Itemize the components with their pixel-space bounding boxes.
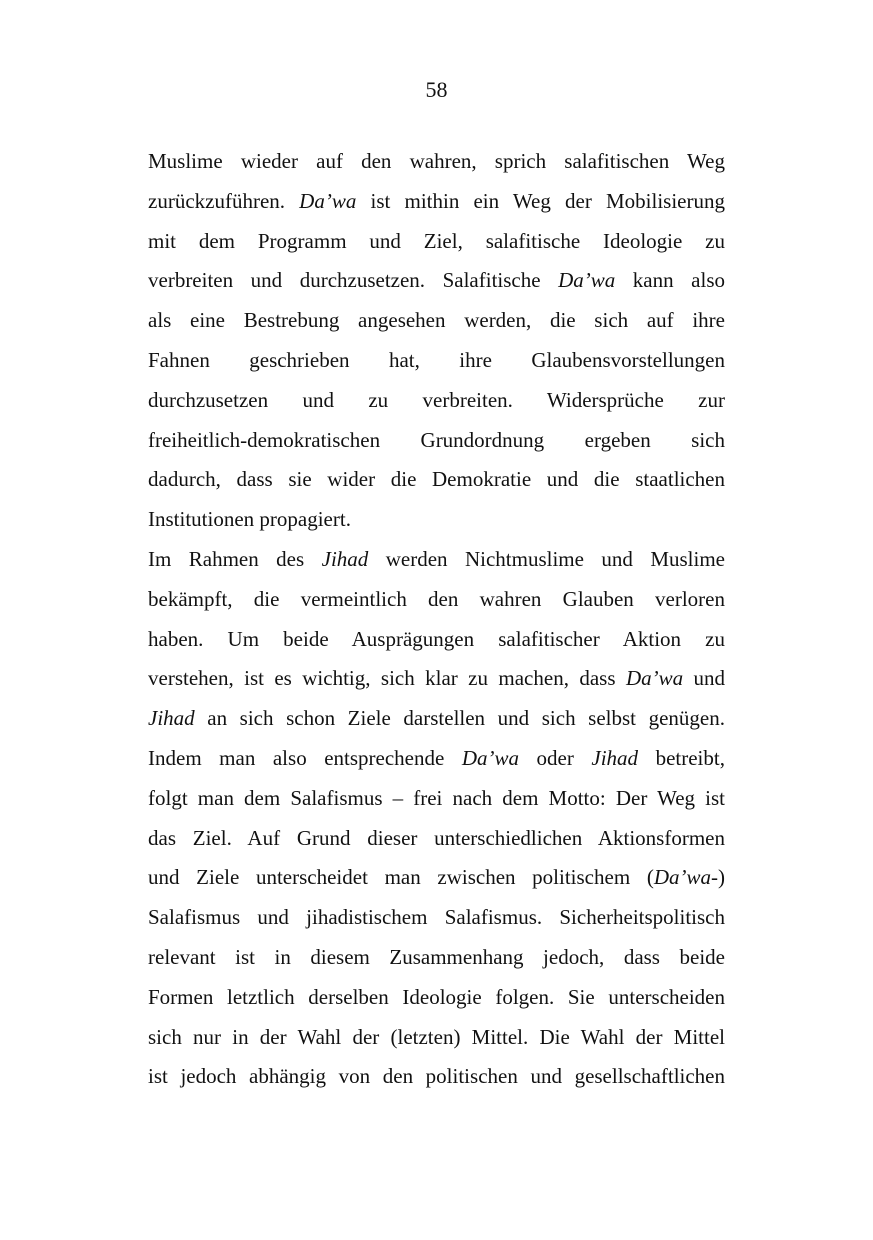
- text-line: [148, 858, 725, 898]
- text-run: sich nur in der Wahl der (letzten) Mittel. Die Wahl der Mittel: [148, 1024, 725, 1049]
- text-line: [148, 898, 725, 938]
- italic-term: Jihad: [148, 706, 195, 731]
- text-run: kann also: [615, 268, 725, 293]
- text-run: verstehen, ist es wichtig, sich klar zu machen, dass: [148, 666, 626, 691]
- text-line: [148, 620, 725, 660]
- italic-term: Da’wa: [558, 268, 616, 293]
- text-line: [148, 819, 725, 859]
- text-line: [148, 580, 725, 620]
- text-line: [148, 460, 725, 500]
- text-run: als eine Bestrebung angesehen werden, die sich auf ihre: [148, 308, 725, 333]
- text-run: ): [718, 865, 725, 890]
- text-run: durchzusetzen und zu verbreiten. Widersprüche zur: [148, 387, 725, 412]
- page-number: 58: [425, 77, 448, 102]
- italic-term: Jihad: [321, 546, 369, 571]
- text-line: [148, 142, 725, 182]
- text-run: Salafismus und jihadistischem Salafismus. Sicherheitspolitisch: [148, 905, 725, 930]
- text-line: [148, 222, 725, 262]
- text-run: und Ziele unterscheidet man zwischen politischem (: [148, 865, 654, 890]
- text-run: Indem man also entsprechende: [148, 745, 462, 770]
- text-line: [148, 381, 725, 421]
- text-run: mit dem Programm und Ziel, salafitische Ideologie zu: [148, 228, 725, 253]
- text-line: [148, 341, 725, 381]
- text-run: das Ziel. Auf Grund dieser unterschiedlichen Aktionsformen: [148, 825, 725, 850]
- paragraph: [148, 142, 725, 540]
- italic-term: Da’wa: [625, 666, 684, 691]
- italic-term: Da’wa-: [653, 865, 718, 890]
- text-run: Formen letztlich derselben Ideologie folgen. Sie unterscheiden: [148, 984, 725, 1009]
- text-run: freiheitlich-demokratischen Grundordnung ergeben sich: [148, 427, 725, 452]
- text-run: und: [683, 666, 726, 691]
- text-run: ist mithin ein Weg der Mobilisierung: [356, 188, 725, 213]
- text-run: Institutionen propagiert.: [148, 507, 351, 532]
- text-line: [148, 421, 725, 461]
- text-run: an sich schon Ziele darstellen und sich selbst genügen.: [194, 706, 725, 731]
- text-line: [148, 182, 725, 222]
- text-line: [148, 261, 725, 301]
- text-run: ist jedoch abhängig von den politischen und gesellschaftlichen: [148, 1064, 725, 1089]
- text-line: [148, 659, 725, 699]
- text-line: [148, 978, 725, 1018]
- italic-term: Jihad: [591, 745, 639, 770]
- text-line: [148, 699, 725, 739]
- text-run: dadurch, dass sie wider die Demokratie und die staatlichen: [148, 467, 725, 492]
- text-run: werden Nichtmuslime und Muslime: [368, 546, 725, 571]
- text-line: [148, 779, 725, 819]
- text-run: bekämpft, die vermeintlich den wahren Glauben verloren: [148, 586, 725, 611]
- italic-term: Da’wa: [299, 188, 357, 213]
- text-line: [148, 1018, 725, 1058]
- paragraph: [148, 540, 725, 1097]
- text-run: haben. Um beide Ausprägungen salafitischer Aktion zu: [148, 626, 725, 651]
- text-line: [148, 739, 725, 779]
- text-line: [148, 540, 725, 580]
- text-run: verbreiten und durchzusetzen. Salafitische: [148, 268, 559, 293]
- text-run: folgt man dem Salafismus – frei nach dem Motto: Der Weg ist: [148, 785, 725, 810]
- body-text: [148, 142, 725, 1097]
- italic-term: Da’wa: [461, 745, 520, 770]
- text-run: relevant ist in diesem Zusammenhang jedoch, dass beide: [148, 944, 725, 969]
- text-line: [148, 301, 725, 341]
- text-line: [148, 500, 725, 540]
- text-run: zurückzuführen.: [148, 188, 300, 213]
- text-run: betreibt,: [638, 745, 725, 770]
- text-run: Fahnen geschrieben hat, ihre Glaubensvorstellungen: [148, 347, 725, 372]
- text-line: [148, 1057, 725, 1097]
- text-line: [148, 938, 725, 978]
- text-run: oder: [519, 745, 592, 770]
- text-run: Im Rahmen des: [148, 546, 322, 571]
- text-run: Muslime wieder auf den wahren, sprich salafitischen Weg: [148, 149, 725, 173]
